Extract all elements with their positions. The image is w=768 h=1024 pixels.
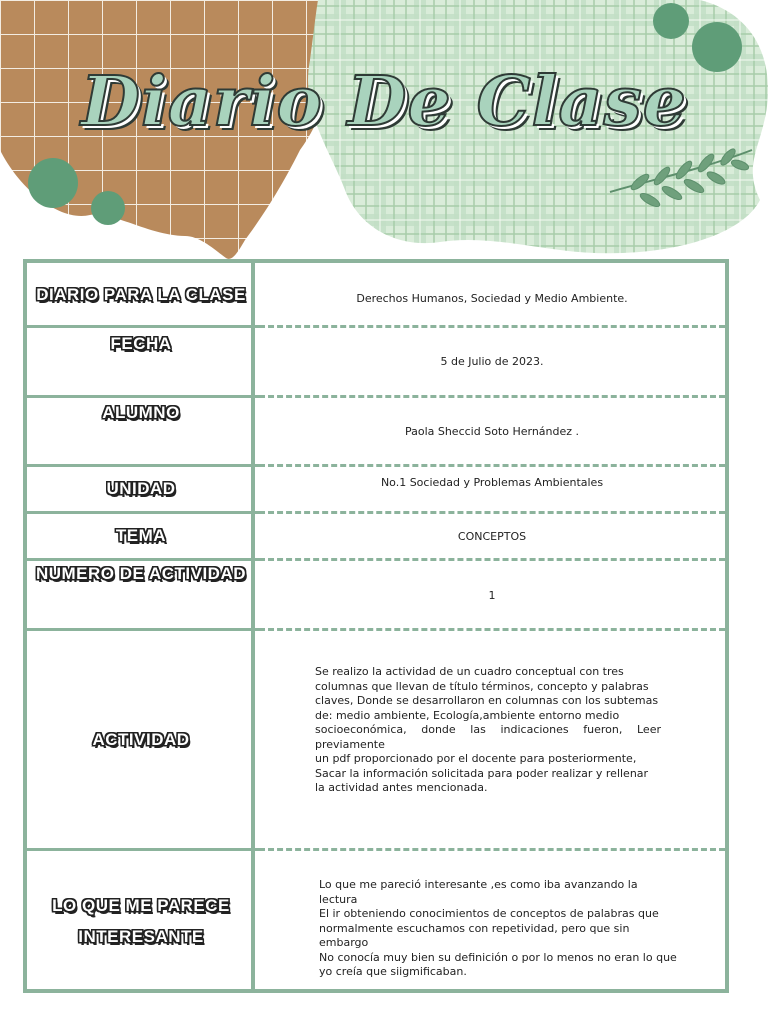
text-line: Se realizo la actividad de un cuadro conceptual con tres — [315, 665, 624, 678]
row-value: Derechos Humanos, Sociedad y Medio Ambiente. — [356, 292, 628, 305]
decor-dot — [28, 158, 78, 208]
row-value: Paola Sheccid Soto Hernández . — [404, 425, 580, 438]
row-label: ALUMNO — [102, 403, 180, 422]
text-line: yo creía que siigmificaban. — [319, 965, 467, 978]
row-unidad — [27, 467, 725, 511]
row-numero-actividad — [27, 561, 725, 628]
interesting-text — [319, 878, 679, 980]
row-diario — [27, 263, 725, 326]
text-line: un pdf proporcionado por el docente para posteriormente, — [315, 752, 637, 765]
row-label: LO QUE ME PARECE — [52, 896, 230, 915]
row-label-cell — [27, 561, 255, 628]
row-label-cell — [27, 467, 255, 511]
row-value: CONCEPTOS — [457, 530, 527, 543]
decor-dot — [91, 191, 125, 225]
text-line: No conocía muy bien su definición o por lo menos no eran lo que — [319, 950, 677, 964]
row-interesante — [27, 851, 725, 993]
row-value: 5 de Julio de 2023. — [440, 355, 544, 368]
text-line: El ir obteniendo conocimientos de conceptos de palabras que — [319, 907, 659, 920]
text-line: Sacar la información solicitada para poder realizar y rellenar — [315, 766, 649, 780]
row-label: DIARIO PARA LA CLASE — [36, 285, 246, 304]
text-line: socioeconómica, donde las indicaciones fueron, Leer previamente — [315, 723, 661, 751]
row-label-cell — [27, 514, 255, 558]
text-line: normalmente escuchamos con repetividad, pero que sin embargo — [319, 921, 630, 949]
row-label: TEMA — [115, 526, 167, 545]
page-title: Diario De Clase — [80, 62, 687, 142]
row-actividad — [27, 631, 725, 848]
text-line: de: medio ambiente, Ecología,ambiente entorno medio — [315, 708, 620, 722]
row-label: NUMERO DE ACTIVIDAD — [35, 564, 247, 583]
row-label: UNIDAD — [106, 479, 176, 498]
text-line: claves, Donde se desarrollaron en columnas con los subtemas — [315, 694, 659, 707]
text-line: Lo que me pareció interesante ,es como iba avanzando la lectura — [319, 878, 638, 906]
class-diary-table — [23, 259, 729, 993]
row-label-cell — [27, 851, 255, 993]
row-alumno — [27, 398, 725, 464]
row-label-cell — [27, 328, 255, 395]
activity-text — [315, 665, 661, 796]
row-fecha — [27, 328, 725, 395]
row-value: 1 — [488, 589, 496, 602]
row-label-cell — [27, 631, 255, 848]
row-label: INTERESANTE — [78, 927, 204, 946]
row-label: ACTIVIDAD — [92, 730, 190, 749]
text-line: la actividad antes mencionada. — [315, 781, 488, 794]
header-decoration — [0, 0, 768, 262]
row-label-cell — [27, 263, 255, 326]
row-label-cell — [27, 398, 255, 464]
row-label: FECHA — [110, 334, 172, 353]
row-tema — [27, 514, 725, 558]
row-value: No.1 Sociedad y Problemas Ambientales — [380, 476, 604, 489]
text-line: columnas que llevan de título términos, concepto y palabras — [315, 679, 649, 693]
decor-dot — [653, 3, 689, 39]
